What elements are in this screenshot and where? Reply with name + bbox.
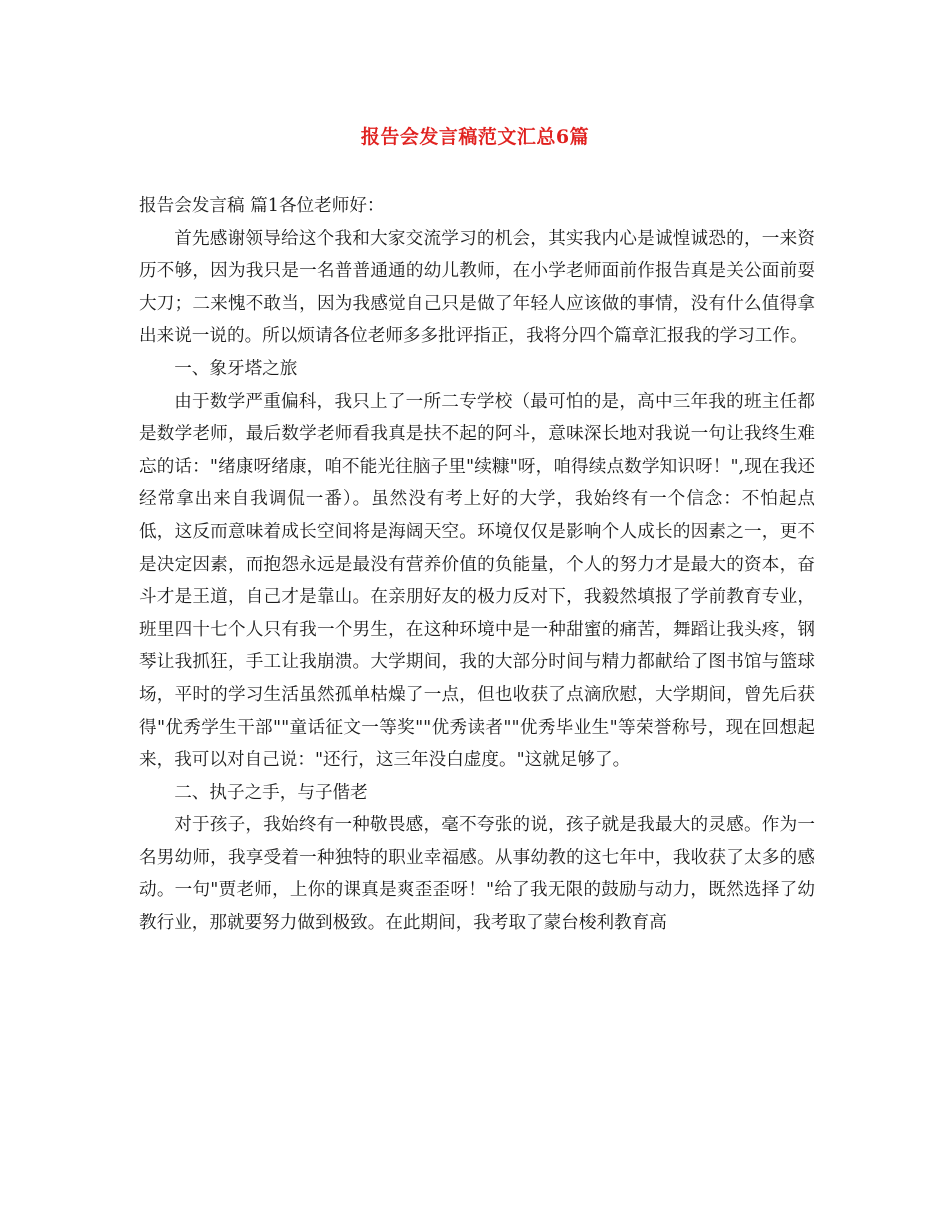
paragraph-intro: 首先感谢领导给这个我和大家交流学习的机会，其实我内心是诚惶诚恐的，一来资历不够，因为我只是一名普普通通的幼儿教师，在小学老师面前作报告真是关公面前耍大刀；二来愧不敢当，因为我感觉自己只是做了年轻人应该做的事情，没有什么值得拿出来说一说的。所以烦请各位老师多多批评指正，我将分四个篇章汇报我的学习工作。 <box>139 228 815 347</box>
section-heading-2: 二、执子之手，与子偕老 <box>174 782 368 803</box>
document-body <box>139 190 815 940</box>
paragraph-children: 对于孩子，我始终有一种敬畏感，毫不夸张的说，孩子就是我最大的灵感。作为一名男幼师，我享受着一种独特的职业幸福感。从事幼教的这七年中，我收获了太多的感动。一句"贾老师，上你的课真是爽歪歪呀！"给了我无限的鼓励与动力，既然选择了幼教行业，那就要努力做到极致。在此期间，我考取了蒙台梭利教育高 <box>139 815 815 934</box>
paragraph-ivory-tower: 由于数学严重偏科，我只上了一所二专学校（最可怕的是，高中三年我的班主任都是数学老师，最后数学老师看我真是扶不起的阿斗，意味深长地对我说一句让我终生难忘的话："绪康呀绪康，咱不能光往脑子里"续糠"呀，咱得续点数学知识呀！",现在我还经常拿出来自我调侃一番）。虽然没有考上好的大学，我始终有一个信念：不怕起点低，这反而意味着成长空间将是海阔天空。环境仅仅是影响个人成长的因素之一，更不是决定因素，而抱怨永远是最没有营养价值的负能量，个人的努力才是最大的资本，奋斗才是王道，自己才是靠山。在亲朋好友的极力反对下，我毅然填报了学前教育专业，班里四十七个人只有我一个男生，在这种环境中是一种甜蜜的痛苦，舞蹈让我头疼，钢琴让我抓狂，手工让我崩溃。大学期间，我的大部分时间与精力都献给了图书馆与篮球场，平时的学习生活虽然孤单枯燥了一点，但也收获了点滴欣慰，大学期间，曾先后获得"优秀学生干部""童话征文一等奖""优秀读者""优秀毕业生"等荣誉称号，现在回想起来，我可以对自己说："还行，这三年没白虚度。"这就足够了。 <box>139 391 815 771</box>
section-heading-1: 一、象牙塔之旅 <box>174 358 298 379</box>
document-title: 报告会发言稿范文汇总6篇 <box>360 126 590 148</box>
paragraph-salutation: 报告会发言稿 篇1各位老师好： <box>139 196 385 216</box>
